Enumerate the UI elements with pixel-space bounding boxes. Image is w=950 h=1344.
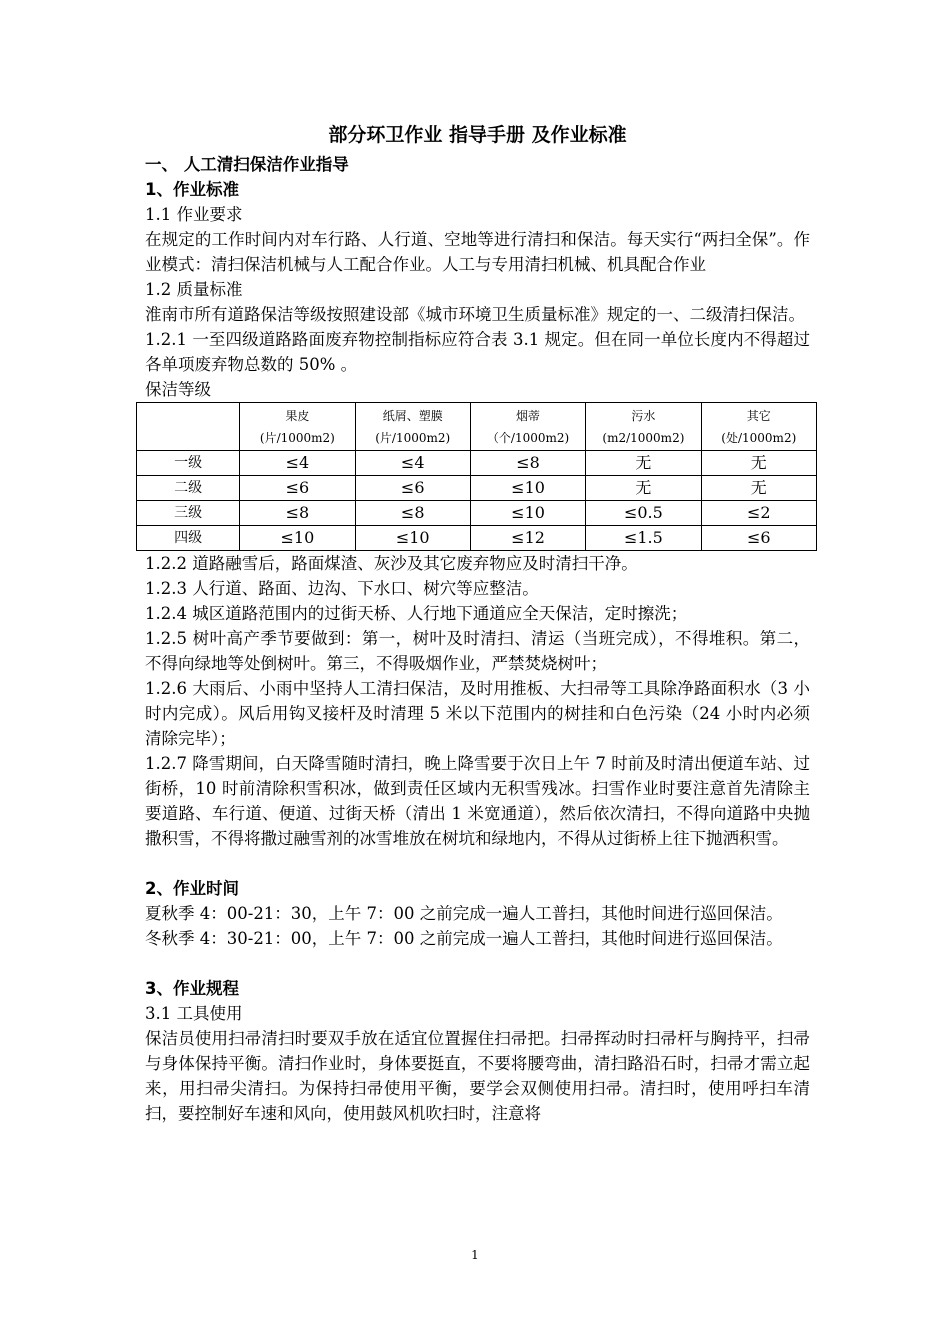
table-corner-cell bbox=[137, 403, 240, 451]
value-cell: ≤6 bbox=[701, 526, 816, 551]
value-cell: ≤10 bbox=[240, 526, 355, 551]
header-unit: (片/1000m2) bbox=[375, 430, 451, 445]
table-header-cell bbox=[355, 403, 470, 451]
value-cell: ≤1.5 bbox=[586, 526, 701, 551]
header-name: 纸屑、塑膜 bbox=[382, 408, 443, 423]
value-cell: ≤8 bbox=[470, 451, 585, 476]
paragraph-1-2: 淮南市所有道路保洁等级按照建设部《城市环境卫生质量标准》规定的一、二级清扫保洁。 bbox=[145, 305, 805, 324]
value-cell: ≤8 bbox=[355, 501, 470, 526]
value-cell: ≤6 bbox=[240, 476, 355, 501]
value-cell: ≤8 bbox=[240, 501, 355, 526]
header-unit: （个/1000m2) bbox=[486, 430, 570, 445]
value-cell: 无 bbox=[586, 476, 701, 501]
paragraph-1-2-1: 1.2.1 一至四级道路路面废弃物控制指标应符合表 3.1 规定。但在同一单位长度内不得超过各单项废弃物总数的 50% 。 bbox=[145, 330, 810, 374]
schedule-line-winter: 冬秋季 4：30-21：00，上午 7：00 之前完成一遍人工普扫，其他时间进行巡回保洁。 bbox=[145, 929, 783, 948]
level-cell: 二级 bbox=[137, 476, 240, 501]
heading-1-1: 1.1 作业要求 bbox=[145, 205, 243, 224]
cleaning-standard-table bbox=[136, 402, 817, 551]
paragraph-1-1: 在规定的工作时间内对车行路、人行道、空地等进行清扫和保洁。每天实行“两扫全保”。作业模式：清扫保洁机械与人工配合作业。人工与专用清扫机械、机具配合作业 bbox=[145, 230, 810, 274]
level-cell: 三级 bbox=[137, 501, 240, 526]
document-page bbox=[145, 118, 810, 1126]
value-cell: ≤4 bbox=[240, 451, 355, 476]
table-row bbox=[137, 451, 817, 476]
schedule-line-summer: 夏秋季 4：00-21：30，上午 7：00 之前完成一遍人工普扫，其他时间进行巡回保洁。 bbox=[145, 904, 783, 923]
value-cell: ≤10 bbox=[470, 501, 585, 526]
table-row bbox=[137, 501, 817, 526]
spacer bbox=[145, 951, 810, 976]
paragraph-1-2-6: 1.2.6 大雨后、小雨中坚持人工清扫保洁，及时用推板、大扫帚等工具除净路面积水（3 小时内完成）。风后用钩叉接杆及时清理 5 米以下范围内的树挂和白色污染（24 小时内必须清除完毕）； bbox=[145, 679, 810, 748]
level-cell: 四级 bbox=[137, 526, 240, 551]
table-header-cell bbox=[586, 403, 701, 451]
table-row bbox=[137, 526, 817, 551]
value-cell: 无 bbox=[701, 451, 816, 476]
header-unit: (处/1000m2) bbox=[721, 430, 797, 445]
subsection-heading-standards: 1、作业标准 bbox=[145, 180, 239, 199]
header-unit: (m2/1000m2) bbox=[602, 430, 685, 445]
value-cell: ≤12 bbox=[470, 526, 585, 551]
value-cell: ≤4 bbox=[355, 451, 470, 476]
spacer bbox=[145, 851, 810, 876]
table-caption: 保洁等级 bbox=[145, 380, 211, 399]
paragraph-1-2-5: 1.2.5 树叶高产季节要做到：第一，树叶及时清扫、清运（当班完成），不得堆积。第二，不得向绿地等处倒树叶。第三，不得吸烟作业，严禁焚烧树叶； bbox=[145, 629, 810, 673]
paragraph-1-2-4: 1.2.4 城区道路范围内的过街天桥、人行地下通道应全天保洁，定时擦洗； bbox=[145, 604, 688, 623]
header-name: 污水 bbox=[631, 408, 656, 423]
value-cell: ≤0.5 bbox=[586, 501, 701, 526]
subsection-heading-time: 2、作业时间 bbox=[145, 879, 239, 898]
paragraph-3-1: 保洁员使用扫帚清扫时要双手放在适宜位置握住扫帚把。扫帚挥动时扫帚杆与胸持平，扫帚与身体保持平衡。清扫作业时，身体要挺直，不要将腰弯曲，清扫路沿石时，扫帚才需立起来，用扫帚尖清扫。为保持扫帚使用平衡，要学会双侧使用扫帚。清扫时，使用呼扫车清扫，要控制好车速和风向，使用鼓风机吹扫时，注意将 bbox=[145, 1029, 810, 1123]
table-header-cell bbox=[701, 403, 816, 451]
header-name: 果皮 bbox=[285, 408, 310, 423]
value-cell: ≤10 bbox=[470, 476, 585, 501]
heading-1-2: 1.2 质量标准 bbox=[145, 280, 243, 299]
table-row bbox=[137, 476, 817, 501]
table-header-row bbox=[137, 403, 817, 451]
value-cell: ≤2 bbox=[701, 501, 816, 526]
paragraph-1-2-2: 1.2.2 道路融雪后，路面煤渣、灰沙及其它废弃物应及时清扫干净。 bbox=[145, 554, 638, 573]
header-name: 烟蒂 bbox=[516, 408, 541, 423]
value-cell: ≤10 bbox=[355, 526, 470, 551]
section-heading-1: 一、 人工清扫保洁作业指导 bbox=[145, 155, 349, 174]
table-header-cell bbox=[470, 403, 585, 451]
table-header-cell bbox=[240, 403, 355, 451]
paragraph-1-2-7: 1.2.7 降雪期间，白天降雪随时清扫，晚上降雪要于次日上午 7 时前及时清出便道车站、过街桥，10 时前清除积雪积冰，做到责任区域内无积雪残冰。扫雪作业时要注意首先清除主要道路、车行道、便道、过街天桥（清出 1 米宽通道），然后依次清扫，不得向道路中央抛撒积雪，不得将撒过融雪剂的冰雪堆放在树坑和绿地内，不得从过街桥上往下抛洒积雪。 bbox=[145, 754, 810, 848]
value-cell: ≤6 bbox=[355, 476, 470, 501]
header-unit: (片/1000m2) bbox=[259, 430, 335, 445]
value-cell: 无 bbox=[701, 476, 816, 501]
header-name: 其它 bbox=[746, 408, 771, 423]
level-cell: 一级 bbox=[137, 451, 240, 476]
page-number: 1 bbox=[471, 1248, 479, 1262]
document-title: 部分环卫作业 指导手册 及作业标准 bbox=[328, 124, 627, 146]
value-cell: 无 bbox=[586, 451, 701, 476]
paragraph-1-2-3: 1.2.3 人行道、路面、边沟、下水口、树穴等应整洁。 bbox=[145, 579, 539, 598]
subsection-heading-procedure: 3、作业规程 bbox=[145, 979, 239, 998]
heading-3-1: 3.1 工具使用 bbox=[145, 1004, 243, 1023]
